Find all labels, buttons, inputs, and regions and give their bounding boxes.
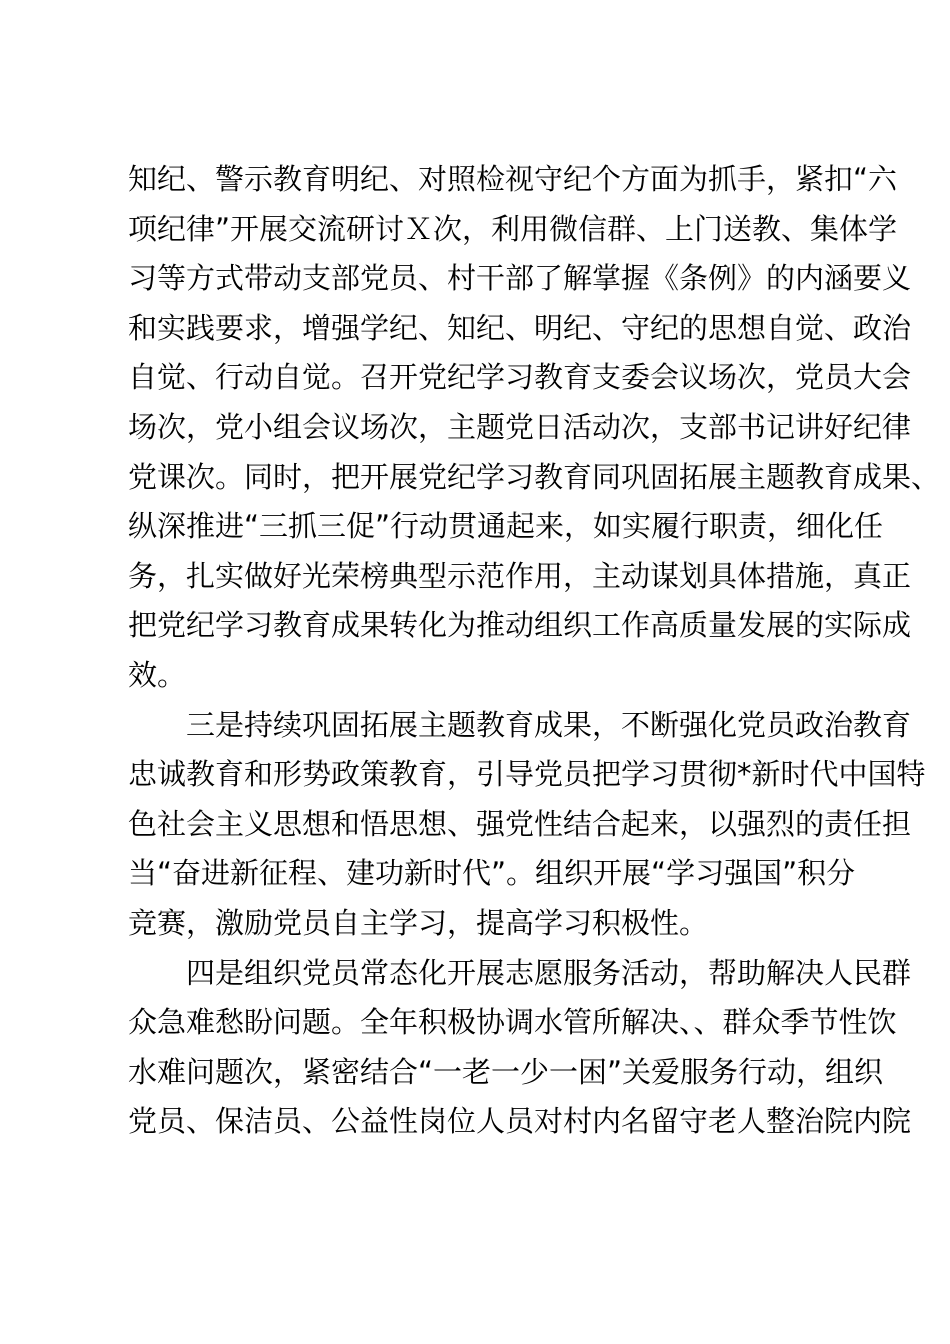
text-line: 忠诚教育和形势政策教育，引导党员把学习贯彻*新时代中国特 — [128, 757, 926, 792]
text-line: 务，扎实做好光荣榜典型示范作用，主动谋划具体措施，真正 — [128, 558, 912, 593]
text-line: 四是组织党员常态化开展志愿服务活动，帮助解决人民群 — [128, 955, 912, 990]
text-line: 水难问题次，紧密结合“一老一少一困”关爱服务行动，组织 — [128, 1054, 884, 1089]
text-line: 场次，党小组会议场次，主题党日活动次，支部书记讲好纪律 — [128, 409, 912, 444]
text-line: 自觉、行动自觉。召开党纪学习教育支委会议场次，党员大会 — [128, 360, 912, 395]
text-line: 把党纪学习教育成果转化为推动组织工作高质量发展的实际成 — [128, 608, 912, 643]
text-line: 竞赛，激励党员自主学习，提高学习积极性。 — [128, 905, 709, 940]
paragraph-item-three — [128, 701, 926, 949]
text-line: 项纪律”开展交流研讨Ｘ次，利用微信群、上门送教、集体学 — [128, 211, 898, 246]
text-line: 党课次。同时，把开展党纪学习教育同巩固拓展主题教育成果、 — [128, 459, 941, 494]
text-line: 当“奋进新征程、建功新时代”。组织开展“学习强国”积分 — [128, 856, 856, 891]
text-line: 效。 — [128, 657, 187, 692]
text-line: 色社会主义思想和悟思想、强党性结合起来，以强烈的责任担 — [128, 806, 912, 841]
text-line: 三是持续巩固拓展主题教育成果，不断强化党员政治教育 — [128, 707, 912, 742]
document-body — [128, 155, 941, 1147]
paragraph-item-four — [128, 949, 912, 1147]
text-line: 众急难愁盼问题。全年积极协调水管所解决、、群众季节性饮 — [128, 1005, 897, 1040]
text-line: 和实践要求，增强学纪、知纪、明纪、守纪的思想自觉、政治 — [128, 310, 912, 345]
paragraph-discipline-education-continued — [128, 155, 941, 701]
text-line: 知纪、警示教育明纪、对照检视守纪个方面为抓手，紧扣“六 — [128, 162, 898, 196]
text-line: 习等方式带动支部党员、村干部了解掌握《条例》的内涵要义 — [128, 261, 912, 296]
text-line: 纵深推进“三抓三促”行动贯通起来，如实履行职责，细化任 — [128, 509, 884, 544]
text-line: 党员、保洁员、公益性岗位人员对村内名留守老人整治院内院 — [128, 1104, 912, 1139]
